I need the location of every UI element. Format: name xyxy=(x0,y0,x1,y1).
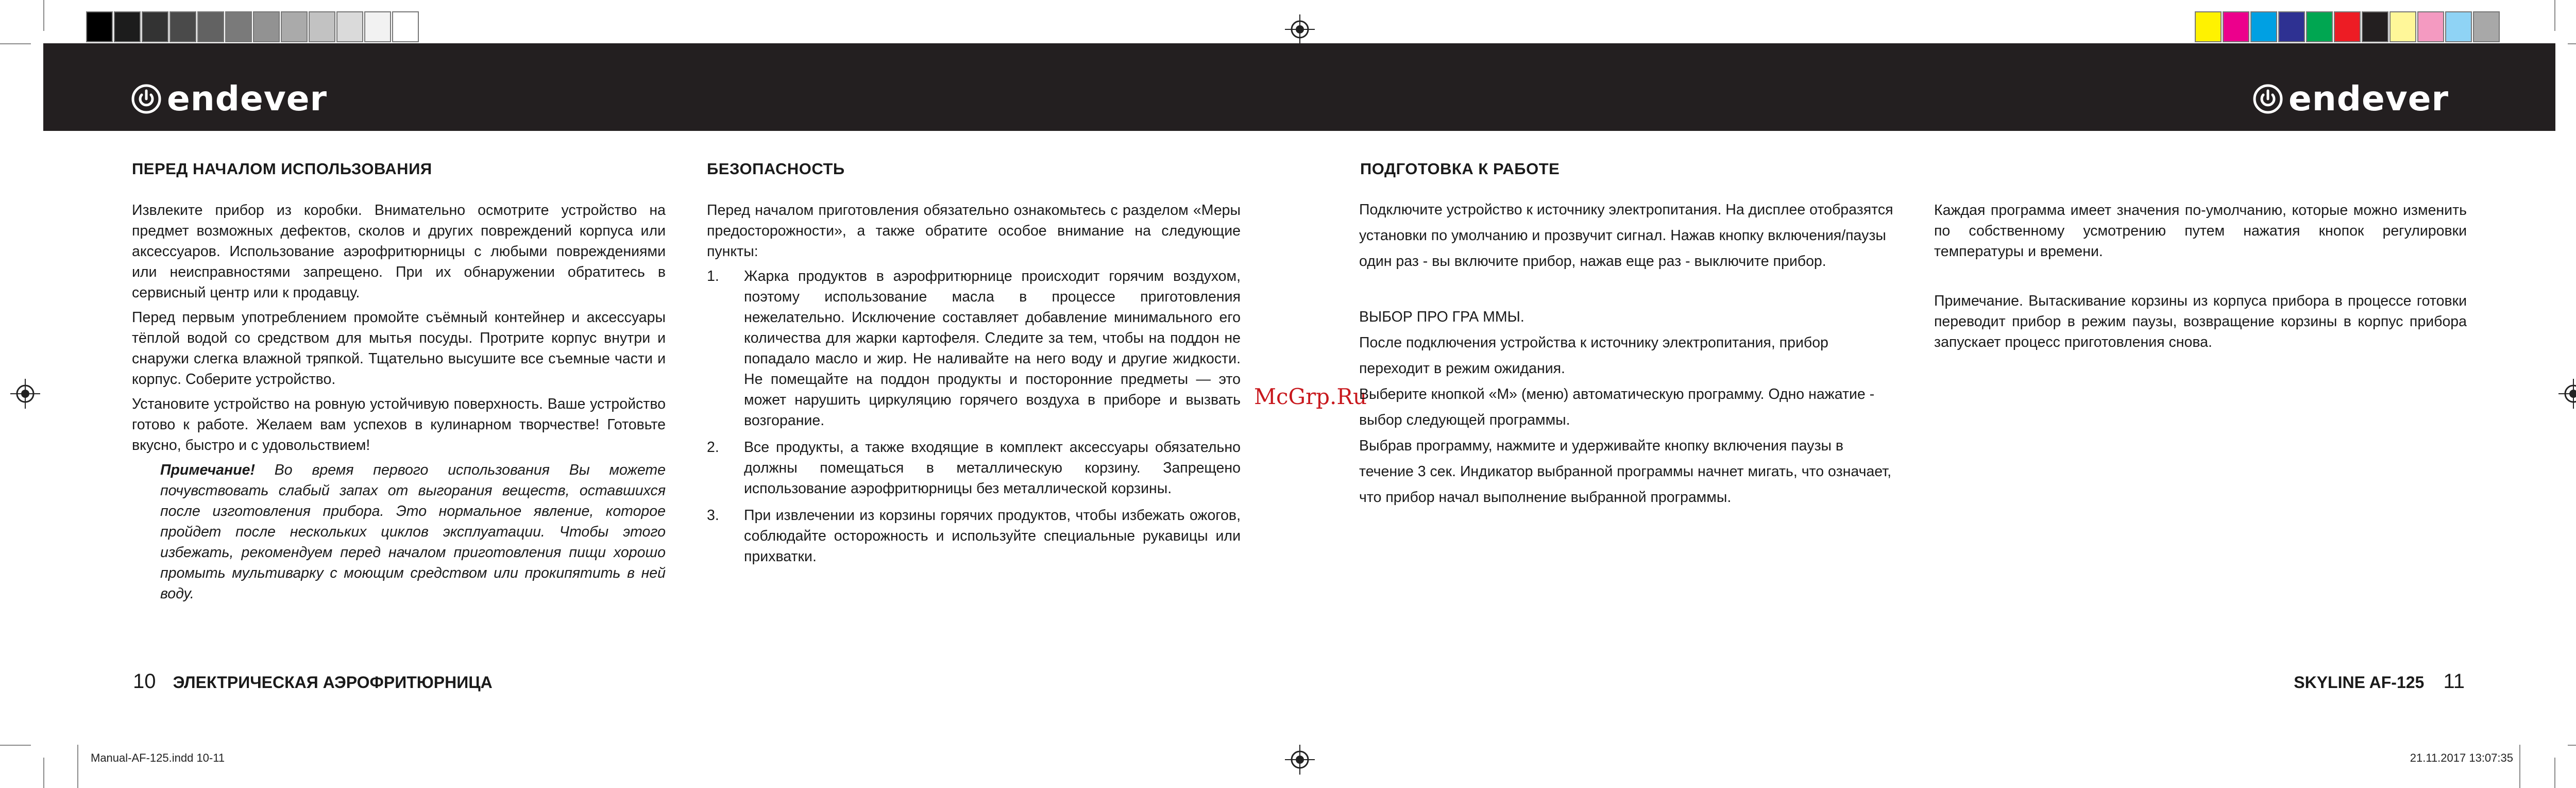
paragraph: Каждая программа имеет значения по-умолчанию, которые можно изменить по собственному усмотрению путем нажатия кнопок регулировки температуры и времени. xyxy=(1934,202,2467,260)
registration-mark-icon xyxy=(1285,745,1315,775)
note-text: Во время первого использования Вы можете почувствовать слабый запах от выгорания веществ, оставшихся после изготовления прибора. Это нормальное явление, которое пройдет после нескольких циклов эксплуатации. Чтобы этого избежать, рекомендуем перед началом приготовления пищи хорошо промыть мультиварку с моющим средством или прокипятить в ней воду. xyxy=(160,462,666,602)
color-swatch xyxy=(2250,11,2277,42)
paragraph: Установите устройство на ровную устойчивую поверхность. Ваше устройство готово к работе. Желаем вам успехов в кулинарном творчестве! Готовьте вкусно, быстро и с удовольствием! xyxy=(132,396,666,454)
crop-mark xyxy=(2568,43,2576,44)
paragraph: Перед первым употреблением промойте съёмный контейнер и аксессуары тёплой водой со средством для мытья посуды. Протрите корпус внутри и снаружи слегка влажной тряпкой. Тщательно высушите все съемные части и корпус. Соберите устройство. xyxy=(132,309,666,388)
color-swatch xyxy=(2473,11,2500,42)
color-swatch xyxy=(142,11,168,42)
paragraph: После подключения устройства к источнику электропитания, прибор переходит в режим ожидания. xyxy=(1359,334,1828,377)
list-text: При извлечении из корзины горячих продуктов, чтобы избежать ожогов, соблюдайте осторожность и используйте специальные рукавицы или прихватки. xyxy=(744,507,1241,565)
program-notes-column xyxy=(1934,200,2467,357)
page-number: 10 xyxy=(133,670,156,693)
subheading: ВЫБОР ПРО ГРА ММЫ. xyxy=(1359,309,1524,325)
crop-mark xyxy=(2554,0,2555,31)
color-swatch xyxy=(2389,11,2416,42)
grayscale-color-bar xyxy=(86,11,420,42)
crop-mark xyxy=(2519,745,2520,788)
color-swatch xyxy=(2278,11,2305,42)
power-icon xyxy=(131,83,162,114)
paragraph: Перед началом приготовления обязательно ознакомьтесь с разделом «Меры предосторожности», а также обратите особое внимание на следующие пункты: xyxy=(707,202,1241,260)
crop-mark xyxy=(2568,745,2576,746)
note-block xyxy=(132,460,666,604)
before-use-column xyxy=(132,200,666,604)
list-text: Все продукты, а также входящие в комплект аксессуары обязательно должны помещаться в металлическую корзину. Запрещено использование аэрофритюрницы без металлической корзины. xyxy=(744,439,1241,497)
list-number: 2. xyxy=(707,439,719,456)
color-swatch xyxy=(281,11,308,42)
watermark: McGrp.Ru xyxy=(1254,384,1367,409)
color-swatch xyxy=(364,11,391,42)
color-swatch xyxy=(114,11,141,42)
color-swatch xyxy=(253,11,280,42)
color-swatch xyxy=(2362,11,2388,42)
crop-mark xyxy=(0,43,31,44)
crop-mark xyxy=(43,758,44,788)
color-swatch xyxy=(2334,11,2361,42)
footer-title: SKYLINE AF-125 xyxy=(2294,673,2425,692)
color-swatch xyxy=(197,11,224,42)
brand-logo-right xyxy=(2252,79,2449,119)
paragraph: Выберите кнопкой «М» (меню) автоматическую программу. Одно нажатие - выбор следующей программы. xyxy=(1359,386,1875,428)
section-heading-before-use: ПЕРЕД НАЧАЛОМ ИСПОЛЬЗОВАНИЯ xyxy=(132,160,432,178)
list-number: 3. xyxy=(707,507,719,524)
crop-mark xyxy=(2554,758,2555,788)
color-swatch xyxy=(336,11,363,42)
color-swatch xyxy=(2445,11,2472,42)
brand-name: endever xyxy=(167,79,328,119)
color-swatch xyxy=(2306,11,2333,42)
section-heading-preparation: ПОДГОТОВКА К РАБОТЕ xyxy=(1360,160,1560,178)
power-icon xyxy=(2252,83,2283,114)
section-heading-safety: БЕЗОПАСНОСТЬ xyxy=(707,160,845,178)
brand-name: endever xyxy=(2289,79,2449,119)
preparation-column xyxy=(1359,197,1895,510)
list-number: 1. xyxy=(707,268,719,284)
header-band xyxy=(43,43,2555,131)
crop-mark xyxy=(43,0,44,31)
footer-left xyxy=(133,670,493,693)
color-swatch xyxy=(170,11,196,42)
paragraph: Выбрав программу, нажмите и удерживайте кнопку включения паузы в течение 3 сек. Индикатор выбранной программы начнет мигать, что означает, что прибор начал выполнение выбранной программы. xyxy=(1359,438,1892,506)
paragraph: Примечание. Вытаскивание корзины из корпуса прибора в процессе готовки переводит прибор в режим паузы, возвращение корзины в корпус прибора запускает процесс приготовления снова. xyxy=(1934,293,2467,350)
process-color-bar xyxy=(2195,11,2501,42)
safety-column xyxy=(707,200,1241,573)
crop-mark xyxy=(77,745,78,788)
paragraph: Подключите устройство к источнику электропитания. На дисплее отобразятся установки по умолчанию и прозвучит сигнал. Нажав кнопку включения/паузы один раз - вы включите прибор, нажав еще раз - выключите прибор. xyxy=(1359,202,1893,270)
color-swatch xyxy=(309,11,335,42)
color-swatch xyxy=(2195,11,2222,42)
brand-logo-left xyxy=(131,79,328,119)
slug-timestamp: 21.11.2017 13:07:35 xyxy=(2410,751,2513,764)
safety-list xyxy=(707,266,1241,567)
list-item xyxy=(707,505,1241,567)
list-item xyxy=(707,266,1241,431)
slug-filename: Manual-AF-125.indd 10-11 xyxy=(91,751,225,764)
crop-mark xyxy=(0,745,31,746)
registration-mark-icon xyxy=(10,379,40,409)
color-swatch xyxy=(2223,11,2249,42)
color-swatch xyxy=(2417,11,2444,42)
registration-mark-icon xyxy=(2558,379,2576,409)
color-swatch xyxy=(392,11,419,42)
paragraph: Извлеките прибор из коробки. Внимательно осмотрите устройство на предмет возможных дефектов, сколов и других повреждений корпуса или аксессуаров. Использование аэрофритюрницы с любыми повреждениями или неисправностями запрещено. При их обнаружении обратитесь в сервисный центр или к продавцу. xyxy=(132,202,666,301)
list-text: Жарка продуктов в аэрофритюрнице происходит горячим воздухом, поэтому использование масла в процессе приготовления нежелательно. Исключение составляет добавление минимального его количества для жарки картофеля. Следите за тем, чтобы на поддон не попадало масло и жир. Не наливайте на него воду и другие жидкости. Не помещайте на поддон продукты и посторонние предметы — это может нарушить циркуляцию горячего воздуха в приборе и вызвать возгорание. xyxy=(744,268,1241,429)
footer-right xyxy=(2294,670,2465,693)
list-item xyxy=(707,437,1241,499)
color-swatch xyxy=(225,11,252,42)
footer-title: ЭЛЕКТРИЧЕСКАЯ АЭРОФРИТЮРНИЦА xyxy=(173,673,493,692)
page-number: 11 xyxy=(2443,670,2465,693)
color-swatch xyxy=(86,11,113,42)
registration-mark-icon xyxy=(1285,14,1315,44)
note-label: Примечание! xyxy=(160,462,255,478)
